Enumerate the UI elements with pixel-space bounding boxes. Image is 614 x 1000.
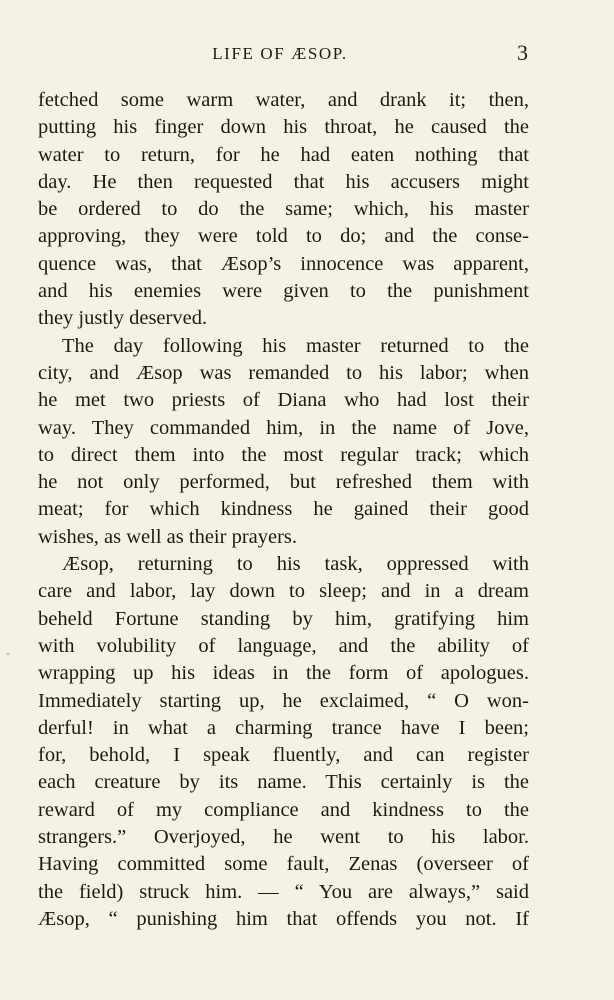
text-line: Having committed some fault, Zenas (overseer of	[38, 853, 529, 876]
text-line: Æsop, “ punishing him that offends you not. If	[38, 907, 529, 930]
text-line: he met two priests of Diana who had lost their	[38, 389, 529, 412]
text-line: way. They commanded him, in the name of Jove,	[38, 416, 529, 439]
text-line: to direct them into the most regular track; which	[38, 443, 529, 466]
text-line: care and labor, lay down to sleep; and in a dream	[38, 580, 529, 603]
text-line: wrapping up his ideas in the form of apologues.	[38, 662, 529, 685]
text-line: meat; for which kindness he gained their good	[38, 498, 529, 521]
text-line: be ordered to do the same; which, his master	[38, 198, 529, 221]
page-number: 3	[517, 40, 528, 65]
text-line: city, and Æsop was remanded to his labor; when	[38, 361, 529, 384]
text-line: the field) struck him. — “ You are always,” said	[38, 880, 529, 903]
text-line: Æsop, returning to his task, oppressed with	[62, 553, 529, 576]
text-line: they justly deserved.	[38, 307, 208, 330]
text-line: Immediately starting up, he exclaimed, “ O won-	[38, 689, 529, 712]
text-line: each creature by its name. This certainly is the	[38, 771, 529, 794]
text-line: water to return, for he had eaten nothing that	[38, 143, 529, 166]
text-line: day. He then requested that his accusers might	[38, 170, 529, 193]
text-line: derful! in what a charming trance have I been;	[38, 716, 529, 739]
text-line: he not only performed, but refreshed them with	[38, 471, 529, 494]
page-header	[0, 38, 614, 68]
text-line: fetched some warm water, and drank it; then,	[38, 89, 529, 111]
text-line: quence was, that Æsop’s innocence was apparent,	[38, 252, 529, 275]
text-line: and his enemies were given to the punishment	[38, 280, 529, 303]
text-line: wishes, as well as their prayers.	[38, 525, 298, 548]
text-line: beheld Fortune standing by him, gratifying him	[38, 607, 529, 630]
text-line: for, behold, I speak fluently, and can register	[38, 744, 529, 767]
text-line: with volubility of language, and the ability of	[38, 634, 529, 657]
text-line: reward of my compliance and kindness to the	[38, 798, 529, 821]
text-line: The day following his master returned to the	[62, 334, 529, 357]
text-line: putting his finger down his throat, he caused the	[38, 116, 529, 139]
text-line: approving, they were told to do; and the conse-	[38, 225, 529, 248]
margin-mark: -	[6, 646, 10, 660]
body-text	[38, 87, 529, 933]
text-line: strangers.” Overjoyed, he went to his labor.	[38, 826, 529, 849]
running-title: LIFE OF ÆSOP.	[212, 44, 348, 63]
